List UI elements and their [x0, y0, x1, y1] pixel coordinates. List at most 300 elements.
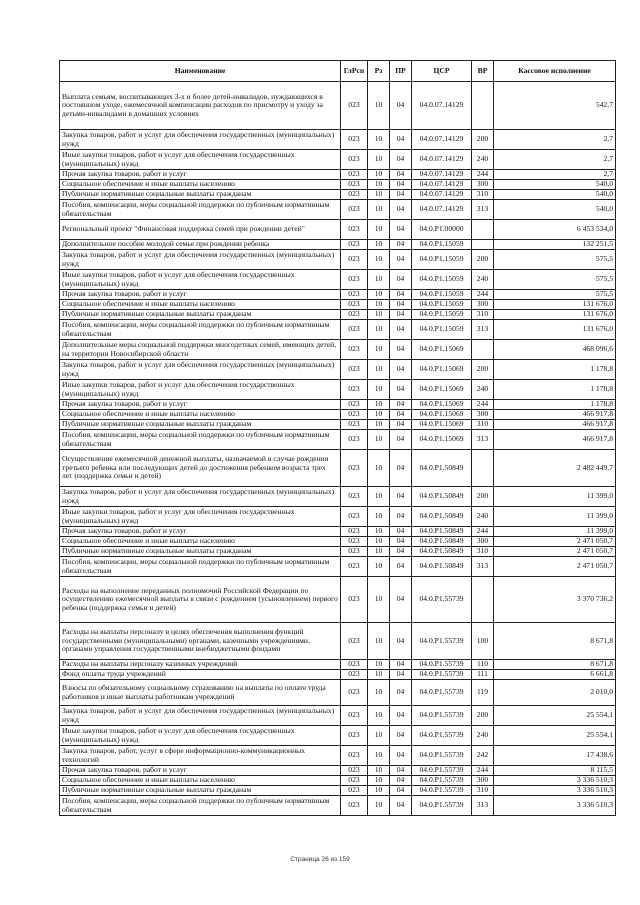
table-row — [60, 660, 616, 670]
row-vr: 313 — [472, 320, 494, 340]
table-row — [60, 410, 616, 420]
row-grbs: 023 — [341, 240, 368, 250]
table-row — [60, 450, 616, 487]
row-csr: 04.0.07.14129 — [412, 170, 472, 180]
row-name: Фонд оплаты труда учреждений — [60, 670, 341, 680]
row-pr: 04 — [390, 300, 412, 310]
table-row — [60, 420, 616, 430]
row-grbs: 023 — [341, 300, 368, 310]
row-amount: 25 554,1 — [494, 706, 616, 726]
row-pr: 04 — [390, 487, 412, 507]
row-name: Прочая закупка товаров, работ и услуг — [60, 766, 341, 776]
header-amount: Кассовое исполнение — [494, 61, 616, 82]
row-vr: 313 — [472, 796, 494, 816]
page-footer: Страница 26 из 159 — [290, 856, 350, 863]
row-grbs: 023 — [341, 450, 368, 487]
row-csr: 04.0.P1.55739 — [412, 577, 472, 623]
row-name: Региональный проект "Финансовая поддержка семей при рождении детей" — [60, 220, 341, 240]
table-row — [60, 577, 616, 623]
row-vr — [472, 577, 494, 623]
row-name: Закупка товаров, работ и услуг для обеспечения государственных (муниципальных) нужд — [60, 250, 341, 270]
row-csr: 04.0.P1.55739 — [412, 660, 472, 670]
row-pr: 04 — [390, 190, 412, 200]
table-row — [60, 290, 616, 300]
row-grbs: 023 — [341, 507, 368, 527]
row-name: Расходы на выплаты персоналу казенных учреждений — [60, 660, 341, 670]
row-rz: 10 — [368, 577, 390, 623]
row-name: Пособия, компенсации, меры социальной поддержки по публичным нормативным обязательствам — [60, 320, 341, 340]
row-rz: 10 — [368, 380, 390, 400]
row-name: Взносы по обязательному социальному страхованию на выплаты по оплате труда работников и иные выплаты работникам учреждений — [60, 680, 341, 706]
row-name: Дополнительное пособие молодой семье при рождении ребенка — [60, 240, 341, 250]
row-grbs: 023 — [341, 547, 368, 557]
row-name: Социальное обеспечение и иные выплаты населению — [60, 410, 341, 420]
row-grbs: 023 — [341, 786, 368, 796]
table-row — [60, 507, 616, 527]
row-pr: 04 — [390, 340, 412, 360]
row-grbs: 023 — [341, 706, 368, 726]
row-amount: 131 676,0 — [494, 300, 616, 310]
row-vr — [472, 240, 494, 250]
row-amount: 3 336 510,3 — [494, 786, 616, 796]
row-grbs: 023 — [341, 380, 368, 400]
row-grbs: 023 — [341, 726, 368, 746]
row-rz: 10 — [368, 487, 390, 507]
row-grbs: 023 — [341, 180, 368, 190]
row-grbs: 023 — [341, 400, 368, 410]
row-pr: 04 — [390, 507, 412, 527]
row-pr: 04 — [390, 310, 412, 320]
row-grbs: 023 — [341, 796, 368, 816]
row-vr: 313 — [472, 430, 494, 450]
table-row — [60, 300, 616, 310]
row-rz: 10 — [368, 410, 390, 420]
row-vr: 242 — [472, 746, 494, 766]
row-vr: 200 — [472, 487, 494, 507]
row-pr: 04 — [390, 360, 412, 380]
row-amount: 2 471 050,7 — [494, 537, 616, 547]
row-rz: 10 — [368, 746, 390, 766]
table-row — [60, 623, 616, 660]
row-grbs: 023 — [341, 420, 368, 430]
row-pr: 04 — [390, 537, 412, 547]
row-amount: 11 399,0 — [494, 507, 616, 527]
row-amount: 8 115,5 — [494, 766, 616, 776]
row-amount: 1 178,8 — [494, 380, 616, 400]
row-pr: 04 — [390, 400, 412, 410]
row-csr: 04.0.P1.55739 — [412, 623, 472, 660]
row-amount: 466 917,8 — [494, 430, 616, 450]
table-row — [60, 706, 616, 726]
table-row — [60, 150, 616, 170]
row-grbs: 023 — [341, 220, 368, 240]
row-amount: 575,5 — [494, 290, 616, 300]
row-rz: 10 — [368, 220, 390, 240]
row-rz: 10 — [368, 360, 390, 380]
row-grbs: 023 — [341, 537, 368, 547]
row-vr — [472, 340, 494, 360]
row-pr: 04 — [390, 577, 412, 623]
row-amount: 540,0 — [494, 200, 616, 220]
row-amount: 3 370 736,2 — [494, 577, 616, 623]
row-name: Выплата семьям, воспитывающих 3-х и более детей-инвалидов, нуждающихся в постоянном уходе, ежемесячной компенсации расходов по присмотру и уходу за детьми-инвалидами в домашних условиях — [60, 82, 341, 130]
row-csr: 04.0.07.14129 — [412, 190, 472, 200]
row-pr: 04 — [390, 706, 412, 726]
row-amount: 6 661,8 — [494, 670, 616, 680]
row-name: Дополнительные меры социальной поддержки многодетных семей, имеющих детей, на территории Новосибирской области — [60, 340, 341, 360]
row-name: Социальное обеспечение и иные выплаты населению — [60, 180, 341, 190]
row-pr: 04 — [390, 82, 412, 130]
budget-table — [59, 60, 616, 816]
table-row — [60, 680, 616, 706]
row-amount: 2 471 050,7 — [494, 547, 616, 557]
table-row — [60, 190, 616, 200]
row-grbs: 023 — [341, 766, 368, 776]
row-pr: 04 — [390, 290, 412, 300]
row-amount: 1 178,8 — [494, 400, 616, 410]
row-amount: 132 251,5 — [494, 240, 616, 250]
row-vr: 310 — [472, 547, 494, 557]
row-name: Иные закупки товаров, работ и услуг для обеспечения государственных (муниципальных) нужд — [60, 380, 341, 400]
row-pr: 04 — [390, 250, 412, 270]
row-amount: 2,7 — [494, 170, 616, 180]
row-grbs: 023 — [341, 130, 368, 150]
row-amount: 575,5 — [494, 270, 616, 290]
row-name: Публичные нормативные социальные выплаты гражданам — [60, 190, 341, 200]
row-amount: 131 676,0 — [494, 310, 616, 320]
row-amount: 2 010,0 — [494, 680, 616, 706]
row-csr: 04.0.P1.15059 — [412, 310, 472, 320]
row-name: Иные закупки товаров, работ и услуг для обеспечения государственных (муниципальных) нужд — [60, 507, 341, 527]
row-grbs: 023 — [341, 170, 368, 180]
row-csr: 04.0.P1.55739 — [412, 670, 472, 680]
row-grbs: 023 — [341, 776, 368, 786]
table-row — [60, 220, 616, 240]
row-vr: 110 — [472, 660, 494, 670]
row-rz: 10 — [368, 776, 390, 786]
row-vr: 244 — [472, 527, 494, 537]
row-name: Иные закупки товаров, работ и услуг для обеспечения государственных (муниципальных) нужд — [60, 726, 341, 746]
row-grbs: 023 — [341, 746, 368, 766]
row-grbs: 023 — [341, 360, 368, 380]
row-amount: 25 554,1 — [494, 726, 616, 746]
row-vr: 310 — [472, 420, 494, 430]
row-grbs: 023 — [341, 670, 368, 680]
row-rz: 10 — [368, 240, 390, 250]
row-csr: 04.0.P1.50849 — [412, 507, 472, 527]
row-csr: 04.0.P1.55739 — [412, 746, 472, 766]
row-csr: 04.0.P1.55739 — [412, 680, 472, 706]
row-pr: 04 — [390, 776, 412, 786]
row-pr: 04 — [390, 766, 412, 776]
row-rz: 10 — [368, 340, 390, 360]
row-csr: 04.0.P1.50849 — [412, 547, 472, 557]
row-rz: 10 — [368, 670, 390, 680]
row-grbs: 023 — [341, 82, 368, 130]
row-csr: 04.0.P1.15069 — [412, 360, 472, 380]
row-rz: 10 — [368, 450, 390, 487]
row-vr: 119 — [472, 680, 494, 706]
row-rz: 10 — [368, 290, 390, 300]
row-rz: 10 — [368, 430, 390, 450]
row-pr: 04 — [390, 200, 412, 220]
table-row — [60, 250, 616, 270]
row-csr: 04.0.07.14129 — [412, 200, 472, 220]
row-grbs: 023 — [341, 270, 368, 290]
row-vr: 244 — [472, 290, 494, 300]
row-grbs: 023 — [341, 527, 368, 537]
row-rz: 10 — [368, 796, 390, 816]
row-pr: 04 — [390, 680, 412, 706]
row-csr: 04.0.P1.00000 — [412, 220, 472, 240]
row-rz: 10 — [368, 786, 390, 796]
table-row — [60, 170, 616, 180]
row-csr: 04.0.P1.50849 — [412, 450, 472, 487]
row-amount: 542,7 — [494, 82, 616, 130]
row-name: Публичные нормативные социальные выплаты гражданам — [60, 547, 341, 557]
row-pr: 04 — [390, 547, 412, 557]
row-vr: 240 — [472, 507, 494, 527]
table-row — [60, 180, 616, 190]
row-name: Прочая закупка товаров, работ и услуг — [60, 290, 341, 300]
row-grbs: 023 — [341, 623, 368, 660]
row-amount: 466 917,8 — [494, 420, 616, 430]
table-row — [60, 310, 616, 320]
table-row — [60, 547, 616, 557]
row-pr: 04 — [390, 380, 412, 400]
row-pr: 04 — [390, 796, 412, 816]
row-rz: 10 — [368, 130, 390, 150]
row-amount: 17 438,6 — [494, 746, 616, 766]
table-row — [60, 82, 616, 130]
row-amount: 8 671,8 — [494, 660, 616, 670]
row-rz: 10 — [368, 320, 390, 340]
row-name: Прочая закупка товаров, работ и услуг — [60, 400, 341, 410]
row-pr: 04 — [390, 180, 412, 190]
row-csr: 04.0.P1.50849 — [412, 557, 472, 577]
row-pr: 04 — [390, 150, 412, 170]
row-pr: 04 — [390, 450, 412, 487]
row-rz: 10 — [368, 507, 390, 527]
row-amount: 2,7 — [494, 130, 616, 150]
row-name: Иные закупки товаров, работ и услуг для обеспечения государственных (муниципальных) нужд — [60, 150, 341, 170]
row-name: Осуществление ежемесячной денежной выплаты, назначаемой в случае рождения третьего ребенка или последующих детей до достижения ребенком возраста трех лет (поддержка семьи и детей) — [60, 450, 341, 487]
row-grbs: 023 — [341, 680, 368, 706]
table-row — [60, 200, 616, 220]
row-vr: 244 — [472, 766, 494, 776]
row-rz: 10 — [368, 400, 390, 410]
row-pr: 04 — [390, 170, 412, 180]
row-pr: 04 — [390, 746, 412, 766]
row-name: Закупка товаров, работ и услуг для обеспечения государственных (муниципальных) нужд — [60, 706, 341, 726]
row-name: Социальное обеспечение и иные выплаты населению — [60, 537, 341, 547]
row-amount: 131 676,0 — [494, 320, 616, 340]
row-name: Пособия, компенсации, меры социальной поддержки по публичным нормативным обязательствам — [60, 557, 341, 577]
row-pr: 04 — [390, 660, 412, 670]
row-vr: 313 — [472, 557, 494, 577]
row-vr: 300 — [472, 180, 494, 190]
row-pr: 04 — [390, 786, 412, 796]
row-amount: 3 336 510,3 — [494, 796, 616, 816]
row-grbs: 023 — [341, 577, 368, 623]
row-rz: 10 — [368, 547, 390, 557]
row-csr: 04.0.P1.50849 — [412, 527, 472, 537]
row-csr: 04.0.P1.55739 — [412, 766, 472, 776]
table-row — [60, 557, 616, 577]
row-amount: 575,5 — [494, 250, 616, 270]
row-vr: 240 — [472, 380, 494, 400]
table-row — [60, 527, 616, 537]
row-amount: 2 471 050,7 — [494, 557, 616, 577]
row-csr: 04.0.P1.15059 — [412, 240, 472, 250]
row-vr: 310 — [472, 310, 494, 320]
row-rz: 10 — [368, 310, 390, 320]
row-pr: 04 — [390, 240, 412, 250]
table-row — [60, 726, 616, 746]
row-name: Пособия, компенсации, меры социальной поддержки по публичным нормативным обязательствам — [60, 430, 341, 450]
row-vr: 300 — [472, 300, 494, 310]
row-vr: 310 — [472, 190, 494, 200]
row-csr: 04.0.P1.15059 — [412, 290, 472, 300]
row-grbs: 023 — [341, 200, 368, 220]
row-csr: 04.0.P1.55739 — [412, 796, 472, 816]
row-pr: 04 — [390, 557, 412, 577]
table-row — [60, 746, 616, 766]
row-pr: 04 — [390, 270, 412, 290]
row-rz: 10 — [368, 420, 390, 430]
row-vr: 200 — [472, 130, 494, 150]
row-csr: 04.0.P1.50849 — [412, 487, 472, 507]
row-rz: 10 — [368, 527, 390, 537]
row-vr — [472, 450, 494, 487]
row-vr: 200 — [472, 706, 494, 726]
row-amount: 11 399,0 — [494, 487, 616, 507]
row-vr: 313 — [472, 200, 494, 220]
row-name: Пособия, компенсации, меры социальной поддержки по публичным нормативным обязательствам — [60, 796, 341, 816]
table-row — [60, 430, 616, 450]
row-amount: 540,0 — [494, 190, 616, 200]
row-name: Публичные нормативные социальные выплаты гражданам — [60, 786, 341, 796]
row-csr: 04.0.P1.15069 — [412, 340, 472, 360]
row-pr: 04 — [390, 623, 412, 660]
row-pr: 04 — [390, 220, 412, 240]
row-name: Социальное обеспечение и иные выплаты населению — [60, 300, 341, 310]
row-csr: 04.0.P1.15069 — [412, 410, 472, 420]
row-amount: 1 178,8 — [494, 360, 616, 380]
row-csr: 04.0.P1.15069 — [412, 420, 472, 430]
table-row — [60, 537, 616, 547]
row-grbs: 023 — [341, 150, 368, 170]
row-grbs: 023 — [341, 190, 368, 200]
header-name: Наименование — [60, 61, 341, 82]
row-vr: 240 — [472, 726, 494, 746]
row-csr: 04.0.07.14129 — [412, 130, 472, 150]
row-vr: 310 — [472, 786, 494, 796]
table-row — [60, 776, 616, 786]
row-vr: 244 — [472, 400, 494, 410]
row-pr: 04 — [390, 670, 412, 680]
row-grbs: 023 — [341, 410, 368, 420]
table-row — [60, 130, 616, 150]
row-amount: 11 399,0 — [494, 527, 616, 537]
header-csr: ЦСР — [412, 61, 472, 82]
table-header-row — [60, 61, 616, 82]
row-grbs: 023 — [341, 430, 368, 450]
row-name: Прочая закупка товаров, работ и услуг — [60, 170, 341, 180]
table-row — [60, 766, 616, 776]
table-row — [60, 320, 616, 340]
row-pr: 04 — [390, 420, 412, 430]
row-vr: 200 — [472, 360, 494, 380]
row-vr: 100 — [472, 623, 494, 660]
row-csr: 04.0.P1.15069 — [412, 380, 472, 400]
table-row — [60, 786, 616, 796]
row-rz: 10 — [368, 706, 390, 726]
row-csr: 04.0.P1.15059 — [412, 300, 472, 310]
row-vr: 300 — [472, 410, 494, 420]
row-grbs: 023 — [341, 340, 368, 360]
row-rz: 10 — [368, 300, 390, 310]
row-amount: 8 671,8 — [494, 623, 616, 660]
row-csr: 04.0.P1.55739 — [412, 706, 472, 726]
table-row — [60, 670, 616, 680]
row-csr: 04.0.P1.55739 — [412, 786, 472, 796]
row-csr: 04.0.P1.55739 — [412, 726, 472, 746]
table-row — [60, 796, 616, 816]
row-vr: 300 — [472, 537, 494, 547]
row-csr: 04.0.P1.55739 — [412, 776, 472, 786]
row-name: Пособия, компенсации, меры социальной поддержки по публичным нормативным обязательствам — [60, 200, 341, 220]
row-rz: 10 — [368, 660, 390, 670]
row-csr: 04.0.P1.15069 — [412, 400, 472, 410]
row-grbs: 023 — [341, 320, 368, 340]
row-pr: 04 — [390, 410, 412, 420]
row-name: Расходы на выплаты персоналу в целях обеспечения выполнения функций государственными (муниципальными) органами, казенными учреждениями, органами управления государственными внебюджетными фондами — [60, 623, 341, 660]
row-vr: 200 — [472, 250, 494, 270]
row-csr: 04.0.07.14129 — [412, 180, 472, 190]
row-csr: 04.0.07.14129 — [412, 150, 472, 170]
row-rz: 10 — [368, 82, 390, 130]
header-rz: Рз — [368, 61, 390, 82]
row-amount: 6 453 534,0 — [494, 220, 616, 240]
row-grbs: 023 — [341, 557, 368, 577]
row-rz: 10 — [368, 766, 390, 776]
row-rz: 10 — [368, 170, 390, 180]
row-vr — [472, 220, 494, 240]
table-row — [60, 360, 616, 380]
table-row — [60, 240, 616, 250]
row-rz: 10 — [368, 537, 390, 547]
row-name: Социальное обеспечение и иные выплаты населению — [60, 776, 341, 786]
row-rz: 10 — [368, 270, 390, 290]
row-name: Иные закупки товаров, работ и услуг для обеспечения государственных (муниципальных) нужд — [60, 270, 341, 290]
row-csr: 04.0.07.14129 — [412, 82, 472, 130]
row-pr: 04 — [390, 430, 412, 450]
row-grbs: 023 — [341, 250, 368, 270]
row-vr: 244 — [472, 170, 494, 180]
row-name: Закупка товаров, работ и услуг для обеспечения государственных (муниципальных) нужд — [60, 487, 341, 507]
row-csr: 04.0.P1.15059 — [412, 250, 472, 270]
row-rz: 10 — [368, 623, 390, 660]
row-pr: 04 — [390, 527, 412, 537]
row-name: Прочая закупка товаров, работ и услуг — [60, 527, 341, 537]
table-row — [60, 400, 616, 410]
row-rz: 10 — [368, 190, 390, 200]
row-name: Публичные нормативные социальные выплаты гражданам — [60, 420, 341, 430]
row-name: Закупка товаров, работ и услуг для обеспечения государственных (муниципальных) нужд — [60, 130, 341, 150]
row-rz: 10 — [368, 726, 390, 746]
header-vr: ВР — [472, 61, 494, 82]
